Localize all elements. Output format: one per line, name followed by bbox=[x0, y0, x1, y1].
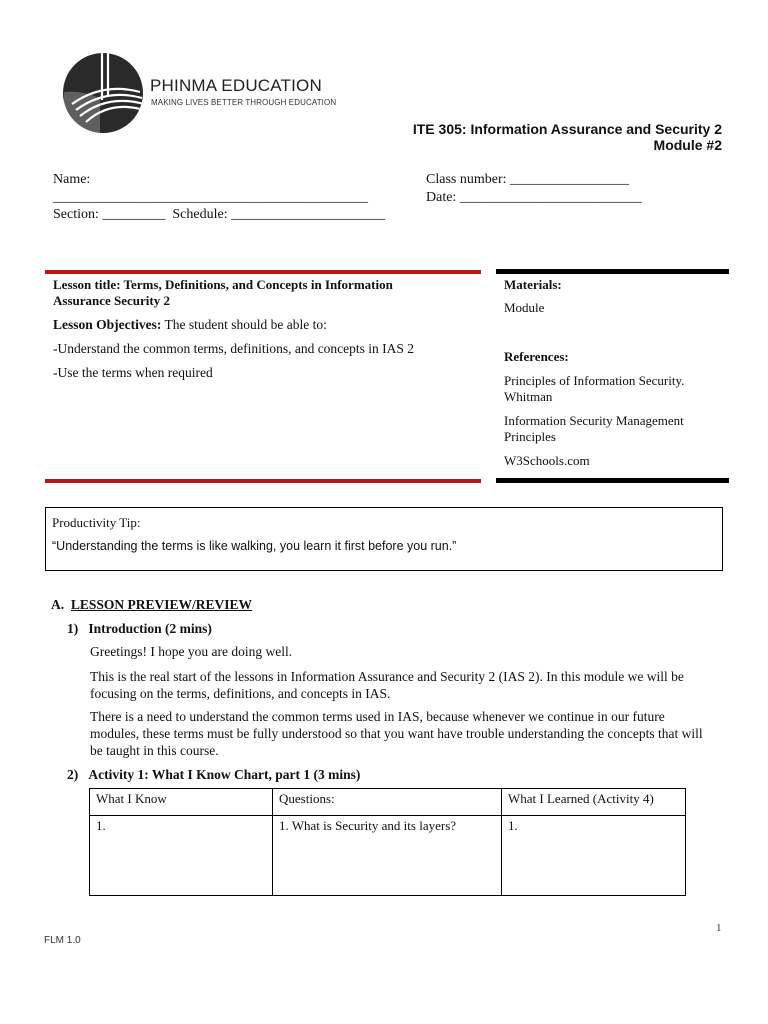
activity-1-title: Activity 1: What I Know Chart, part 1 (3 mins) bbox=[88, 767, 361, 782]
brand-tagline: MAKING LIVES BETTER THROUGH EDUCATION bbox=[151, 98, 337, 107]
brand-name: PHINMA EDUCATION bbox=[150, 76, 322, 95]
activity-1-number: 2) bbox=[67, 767, 79, 782]
lesson-title bbox=[53, 277, 473, 309]
objectives-text: The student should be able to: bbox=[161, 317, 327, 332]
lesson-title-line2: Assurance Security 2 bbox=[53, 293, 170, 308]
section-a-heading bbox=[51, 596, 252, 613]
name-line[interactable]: _____________________________________________ bbox=[53, 190, 368, 205]
reference-1-line2: Whitman bbox=[504, 389, 553, 404]
table-header-cell: What I Know bbox=[90, 789, 273, 816]
table-header-row bbox=[90, 789, 686, 816]
reference-3: W3Schools.com bbox=[504, 453, 590, 468]
tip-label: Productivity Tip: bbox=[52, 515, 141, 530]
references-label: References: bbox=[504, 349, 569, 364]
intro-paragraph-3 bbox=[90, 708, 730, 759]
intro-paragraph-3-line2: modules, these terms must be fully understood so that you want have trouble understanding the concepts that will bbox=[90, 726, 703, 741]
reference-1 bbox=[504, 373, 684, 405]
flm-version: FLM 1.0 bbox=[44, 935, 81, 946]
reference-2-line2: Principles bbox=[504, 429, 556, 444]
intro-paragraph-2 bbox=[90, 668, 730, 702]
section-a-title: LESSON PREVIEW/REVIEW bbox=[70, 597, 253, 612]
divider-top-left bbox=[45, 270, 481, 274]
objective-1: -Understand the common terms, definitions, and concepts in IAS 2 bbox=[53, 341, 415, 356]
materials-item: Module bbox=[504, 300, 545, 315]
intro-title: Introduction (2 mins) bbox=[88, 621, 212, 636]
intro-paragraph-2-line1: This is the real start of the lessons in Information Assurance and Security 2 (IAS 2). In this module we will be bbox=[90, 669, 684, 684]
materials-label: Materials: bbox=[504, 277, 562, 292]
section-schedule-field[interactable]: Section: _________ Schedule: ______________________ bbox=[53, 207, 386, 222]
class-number-field[interactable]: Class number: _________________ bbox=[426, 172, 629, 187]
page-number: 1 bbox=[716, 922, 722, 934]
phinma-logo bbox=[62, 52, 144, 134]
activity-1-heading bbox=[67, 766, 360, 783]
reference-2 bbox=[504, 413, 684, 445]
intro-paragraph-2-line2: focusing on the terms, definitions, and concepts in IAS. bbox=[90, 686, 391, 701]
intro-paragraph-3-line1: There is a need to understand the common terms used in IAS, because whenever we continue in our future bbox=[90, 709, 665, 724]
tip-quote: “Understanding the terms is like walking, you learn it first before you run.” bbox=[52, 539, 457, 553]
objective-2: -Use the terms when required bbox=[53, 365, 213, 380]
table-cell[interactable]: 1. What is Security and its layers? bbox=[273, 816, 502, 896]
reference-1-line1: Principles of Information Security. bbox=[504, 373, 685, 388]
table-header-cell: Questions: bbox=[273, 789, 502, 816]
lesson-objectives bbox=[53, 317, 327, 333]
intro-paragraph-3-line3: be taught in this course. bbox=[90, 743, 219, 758]
table-cell[interactable]: 1. bbox=[90, 816, 273, 896]
divider-bottom-right bbox=[496, 478, 729, 483]
intro-paragraph-1: Greetings! I hope you are doing well. bbox=[90, 644, 293, 659]
module-number: Module #2 bbox=[653, 137, 722, 153]
name-label: Name: bbox=[53, 172, 91, 187]
reference-2-line1: Information Security Management bbox=[504, 413, 684, 428]
course-title: ITE 305: Information Assurance and Security 2 bbox=[412, 121, 722, 137]
intro-number: 1) bbox=[67, 621, 79, 636]
table-row bbox=[90, 816, 686, 896]
objectives-label: Lesson Objectives: bbox=[53, 317, 162, 332]
divider-bottom-left bbox=[45, 479, 481, 483]
intro-heading bbox=[67, 620, 212, 637]
table-cell[interactable]: 1. bbox=[502, 816, 686, 896]
course-header bbox=[413, 121, 722, 153]
divider-top-right bbox=[496, 269, 729, 274]
section-a-letter: A. bbox=[51, 597, 65, 612]
lesson-title-line1: Lesson title: Terms, Definitions, and Concepts in Information bbox=[53, 277, 393, 292]
date-field[interactable]: Date: __________________________ bbox=[426, 190, 642, 205]
table-header-cell: What I Learned (Activity 4) bbox=[502, 789, 686, 816]
what-i-know-table bbox=[89, 788, 686, 896]
